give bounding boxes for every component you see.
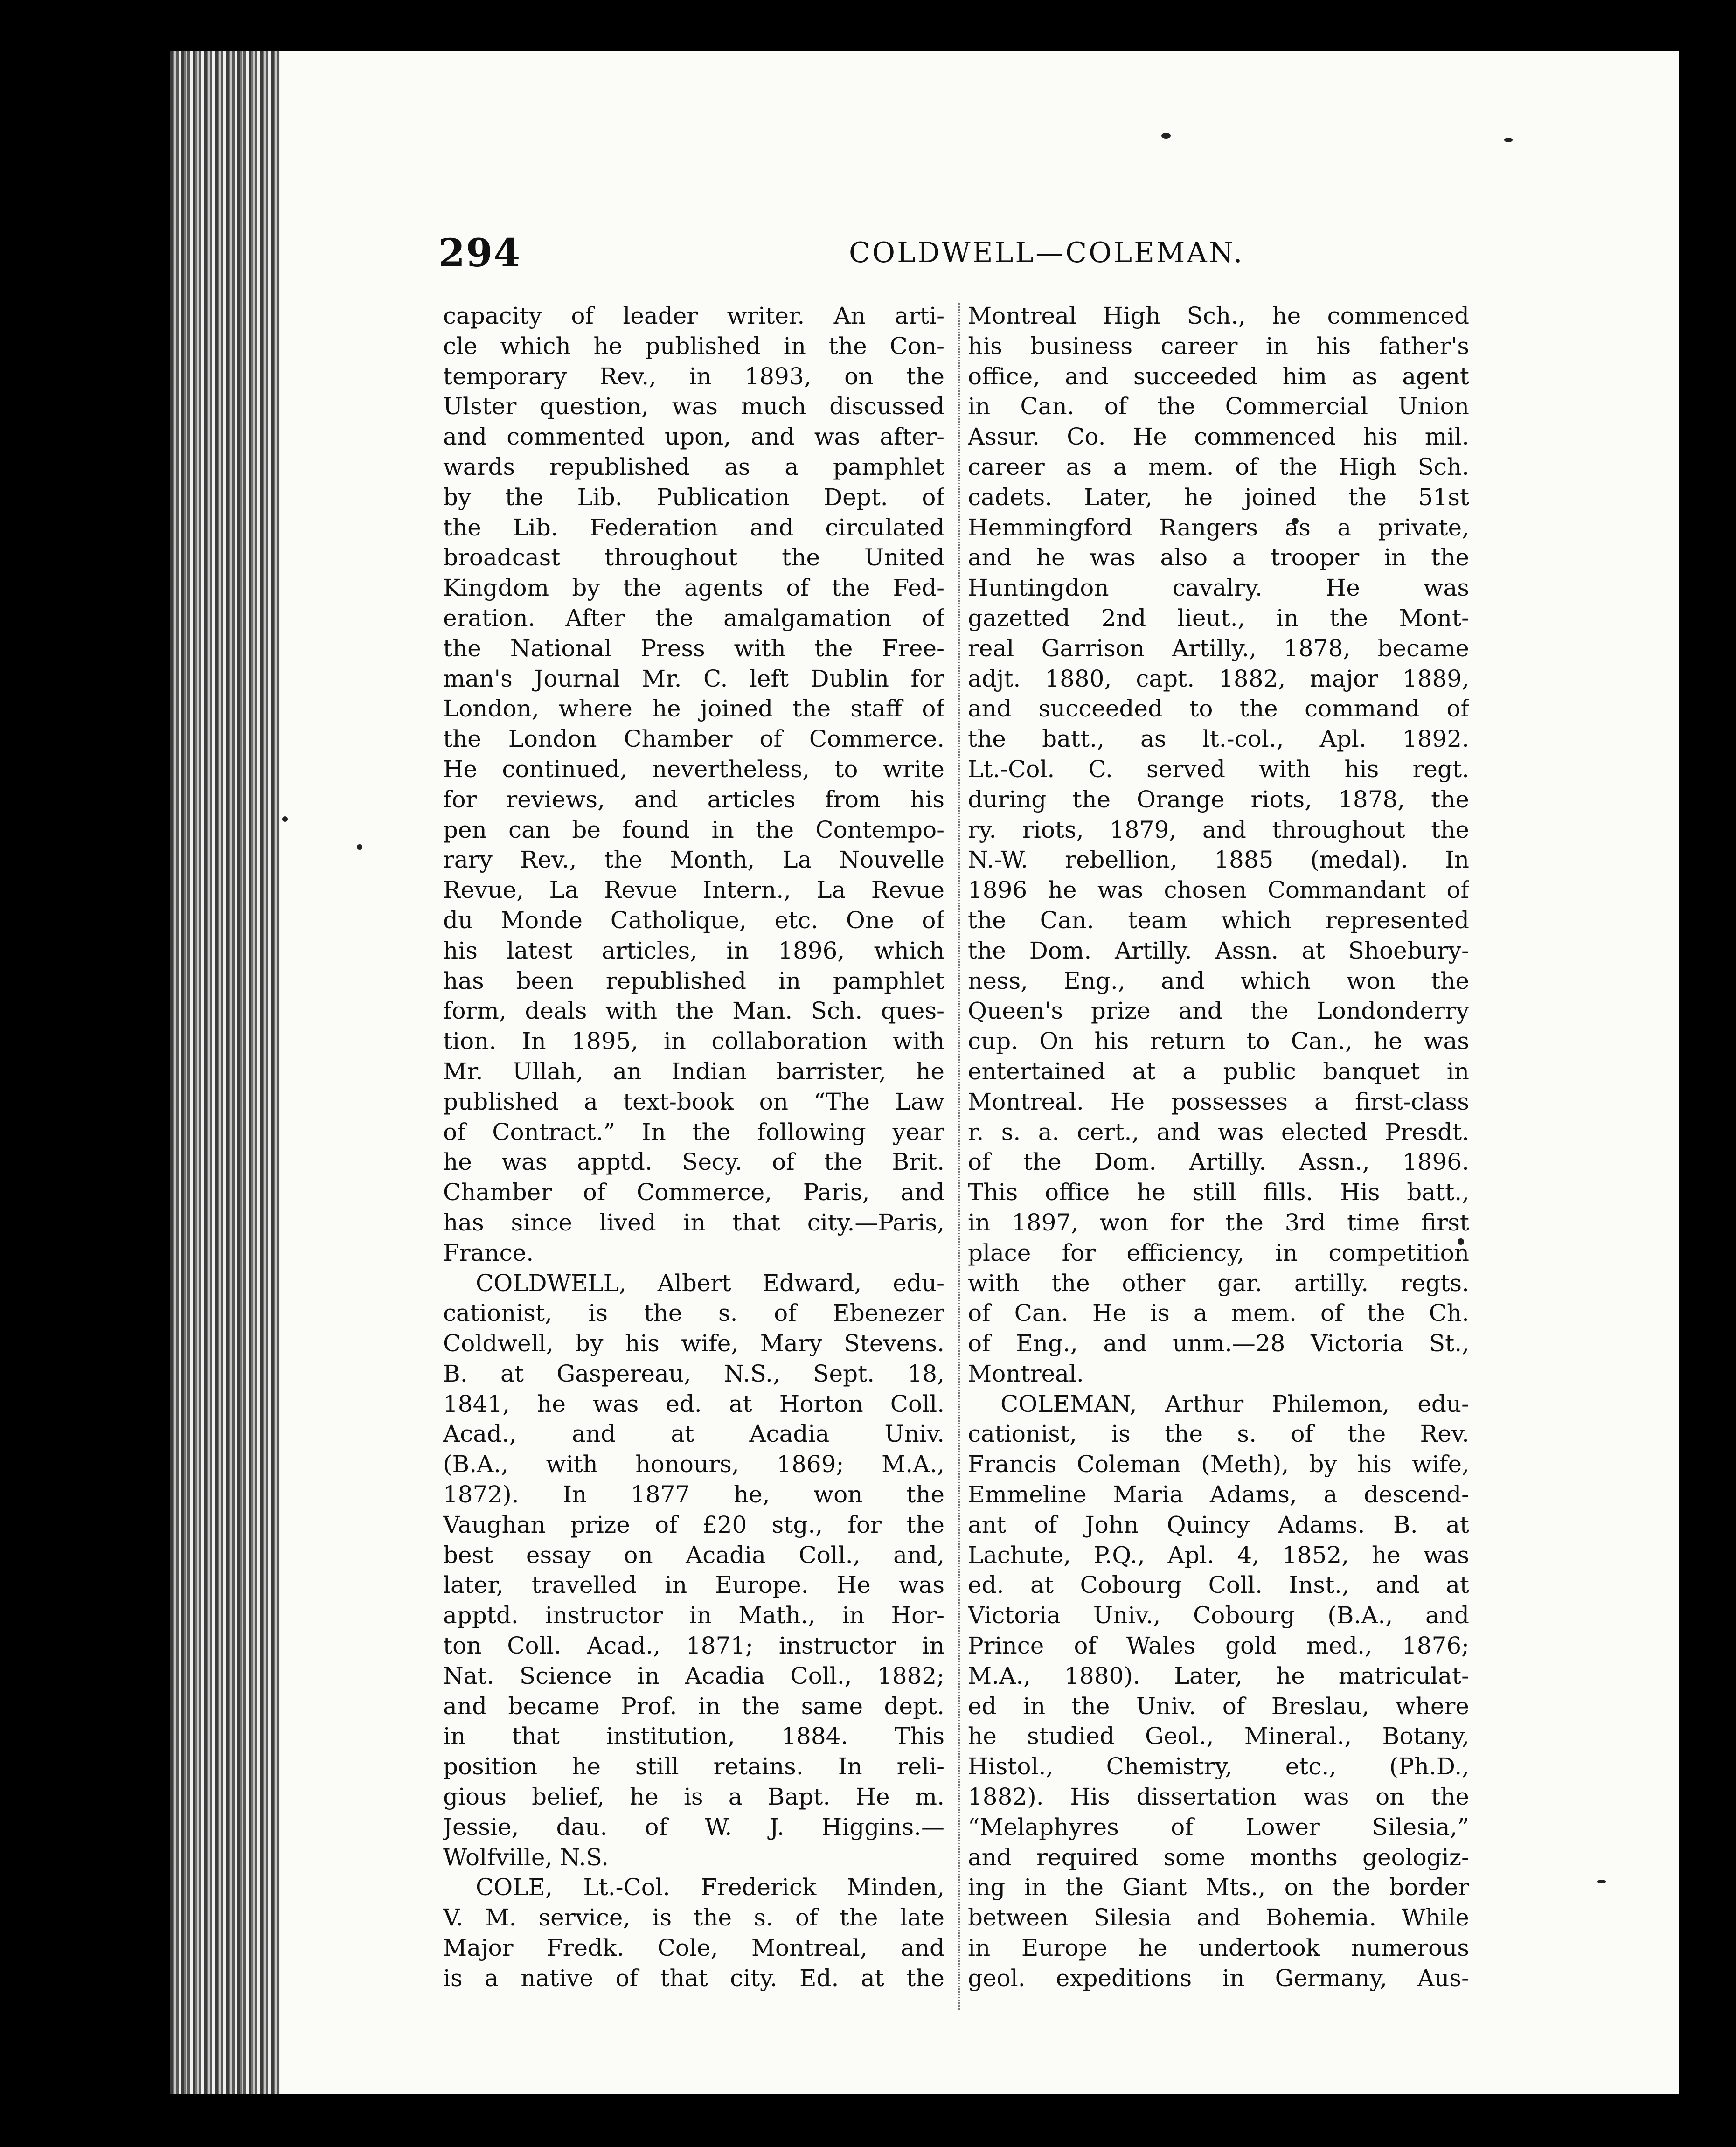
text-line: Assur. Co. He commenced his mil. <box>968 423 1469 451</box>
column-divider <box>958 303 961 2010</box>
text-line: the Can. team which represented <box>968 906 1469 934</box>
text-line: pen can be found in the Contempo- <box>443 816 944 843</box>
text-line: Huntingdon cavalry. He was <box>968 574 1469 602</box>
text-line: of the Dom. Artilly. Assn., 1896. <box>968 1148 1469 1176</box>
page-header <box>438 231 1493 282</box>
text-line: in Can. of the Commercial Union <box>968 393 1469 420</box>
book-spine-shadow <box>170 51 280 2094</box>
text-line: He continued, nevertheless, to write <box>443 755 944 783</box>
text-line: for reviews, and articles from his <box>443 785 944 813</box>
text-line: cadets. Later, he joined the 51st <box>968 483 1469 511</box>
text-line: best essay on Acadia Coll., and, <box>443 1541 944 1569</box>
text-line: r. s. a. cert., and was elected Presdt. <box>968 1118 1469 1146</box>
text-line: between Silesia and Bohemia. While <box>968 1904 1469 1932</box>
text-line: ry. riots, 1879, and throughout the <box>968 816 1469 843</box>
text-line: Major Fredk. Cole, Montreal, and <box>443 1934 944 1962</box>
text-line: place for efficiency, in competition <box>968 1239 1469 1266</box>
text-line: apptd. instructor in Math., in Hor- <box>443 1602 944 1629</box>
text-line: COLE, Lt.-Col. Frederick Minden, <box>476 1874 944 1901</box>
text-line: cup. On his return to Can., he was <box>968 1028 1469 1055</box>
text-line: tion. In 1895, in collaboration with <box>443 1028 944 1055</box>
text-line: position he still retains. In reli- <box>443 1753 944 1780</box>
text-line: cationist, is the s. of the Rev. <box>968 1420 1469 1448</box>
text-line: his business career in his father's <box>968 332 1469 360</box>
text-line: published a text-book on “The Law <box>443 1088 944 1115</box>
ink-speck <box>357 844 362 850</box>
text-line: 1841, he was ed. at Horton Coll. <box>443 1390 944 1417</box>
text-line: 1896 he was chosen Commandant of <box>968 876 1469 904</box>
text-line: Histol., Chemistry, etc., (Ph.D., <box>968 1753 1469 1780</box>
page-number: 294 <box>438 231 521 276</box>
text-line: in that institution, 1884. This <box>443 1723 944 1750</box>
text-line: du Monde Catholique, etc. One of <box>443 906 944 934</box>
text-line: man's Journal Mr. C. left Dublin for <box>443 665 944 692</box>
text-line: Mr. Ullah, an Indian barrister, he <box>443 1057 944 1085</box>
text-line: gazetted 2nd lieut., in the Mont- <box>968 604 1469 632</box>
text-line: the Lib. Federation and circulated <box>443 514 944 541</box>
text-line: and succeeded to the command of <box>968 695 1469 723</box>
text-line: the batt., as lt.-col., Apl. 1892. <box>968 725 1469 753</box>
text-line: adjt. 1880, capt. 1882, major 1889, <box>968 665 1469 692</box>
text-line: he was apptd. Secy. of the Brit. <box>443 1148 944 1176</box>
text-line: he studied Geol., Mineral., Botany, <box>968 1723 1469 1750</box>
text-line: Revue, La Revue Intern., La Revue <box>443 876 944 904</box>
text-line: has been republished in pamphlet <box>443 967 944 994</box>
text-line: This office he still fills. His batt., <box>968 1179 1469 1206</box>
text-line: Montreal. He possesses a first-class <box>968 1088 1469 1115</box>
text-line: cle which he published in the Con- <box>443 332 944 360</box>
text-line: entertained at a public banquet in <box>968 1057 1469 1085</box>
ink-speck <box>1597 1880 1606 1883</box>
text-line: and became Prof. in the same dept. <box>443 1692 944 1720</box>
ink-speck <box>1504 138 1513 142</box>
text-line: Queen's prize and the Londonderry <box>968 997 1469 1025</box>
text-line: Kingdom by the agents of the Fed- <box>443 574 944 602</box>
text-line: wards republished as a pamphlet <box>443 453 944 480</box>
text-line: Hemmingford Rangers as a private, <box>968 514 1469 541</box>
text-line: Prince of Wales gold med., 1876; <box>968 1632 1469 1660</box>
text-line: ant of John Quincy Adams. B. at <box>968 1511 1469 1538</box>
text-line: geol. expeditions in Germany, Aus- <box>968 1964 1469 1992</box>
text-line: of Eng., and unm.—28 Victoria St., <box>968 1330 1469 1357</box>
text-line: of Can. He is a mem. of the Ch. <box>968 1299 1469 1327</box>
left-column <box>443 301 944 1994</box>
text-line: 1882). His dissertation was on the <box>968 1783 1469 1811</box>
text-line: Francis Coleman (Meth), by his wife, <box>968 1451 1469 1478</box>
text-line: capacity of leader writer. An arti- <box>443 302 944 329</box>
text-line: M.A., 1880). Later, he matriculat- <box>968 1662 1469 1689</box>
text-line: and required some months geologiz- <box>968 1843 1469 1871</box>
text-line: temporary Rev., in 1893, on the <box>443 362 944 390</box>
text-line: career as a mem. of the High Sch. <box>968 453 1469 480</box>
text-line: N.-W. rebellion, 1885 (medal). In <box>968 846 1469 874</box>
text-line: COLEMAN, Arthur Philemon, edu- <box>1000 1390 1469 1417</box>
text-line: with the other gar. artilly. regts. <box>968 1269 1469 1297</box>
running-head: COLDWELL—COLEMAN. <box>849 236 1244 269</box>
text-line: B. at Gaspereau, N.S., Sept. 18, <box>443 1360 944 1387</box>
text-line: gious belief, he is a Bapt. He m. <box>443 1783 944 1811</box>
text-line: of Contract.” In the following year <box>443 1118 944 1146</box>
text-line: “Melaphyres of Lower Silesia,” <box>968 1813 1469 1841</box>
text-line: 1872). In 1877 he, won the <box>443 1481 944 1508</box>
text-line: Nat. Science in Acadia Coll., 1882; <box>443 1662 944 1689</box>
text-line: Lachute, P.Q., Apl. 4, 1852, he was <box>968 1541 1469 1569</box>
text-line: Vaughan prize of £20 stg., for the <box>443 1511 944 1538</box>
text-line: in Europe he undertook numerous <box>968 1934 1469 1962</box>
text-line: France. <box>443 1239 534 1266</box>
text-line: and he was also a trooper in the <box>968 544 1469 571</box>
text-line: has since lived in that city.—Paris, <box>443 1209 944 1236</box>
text-line: Jessie, dau. of W. J. Higgins.— <box>443 1813 944 1841</box>
text-line: form, deals with the Man. Sch. ques- <box>443 997 944 1025</box>
text-line: ness, Eng., and which won the <box>968 967 1469 994</box>
text-line: cationist, is the s. of Ebenezer <box>443 1299 944 1327</box>
text-line: broadcast throughout the United <box>443 544 944 571</box>
text-line: real Garrison Artilly., 1878, became <box>968 634 1469 662</box>
right-column <box>968 301 1469 1994</box>
text-line: Acad., and at Acadia Univ. <box>443 1420 944 1448</box>
text-line: Lt.-Col. C. served with his regt. <box>968 755 1469 783</box>
text-line: the National Press with the Free- <box>443 634 944 662</box>
text-line: ed in the Univ. of Breslau, where <box>968 1692 1469 1720</box>
text-line: Chamber of Commerce, Paris, and <box>443 1179 944 1206</box>
text-line: by the Lib. Publication Dept. of <box>443 483 944 511</box>
text-line: and commented upon, and was after- <box>443 423 944 451</box>
text-line: ing in the Giant Mts., on the border <box>968 1874 1469 1901</box>
text-line: the Dom. Artilly. Assn. at Shoebury- <box>968 937 1469 964</box>
text-line: during the Orange riots, 1878, the <box>968 785 1469 813</box>
ink-speck <box>1161 133 1171 139</box>
text-line: Ulster question, was much discussed <box>443 393 944 420</box>
text-line: in 1897, won for the 3rd time first <box>968 1209 1469 1236</box>
text-line: (B.A., with honours, 1869; M.A., <box>443 1451 944 1478</box>
text-line: later, travelled in Europe. He was <box>443 1571 944 1599</box>
text-line: Wolfville, N.S. <box>443 1843 609 1871</box>
text-line: his latest articles, in 1896, which <box>443 937 944 964</box>
text-line: ed. at Cobourg Coll. Inst., and at <box>968 1571 1469 1599</box>
scanned-page <box>170 51 1679 2094</box>
text-line: Victoria Univ., Cobourg (B.A., and <box>968 1602 1469 1629</box>
text-line: V. M. service, is the s. of the late <box>443 1904 944 1932</box>
text-line: eration. After the amalgamation of <box>443 604 944 632</box>
text-line: Coldwell, by his wife, Mary Stevens. <box>443 1330 944 1357</box>
text-line: ton Coll. Acad., 1871; instructor in <box>443 1632 944 1660</box>
text-line: the London Chamber of Commerce. <box>443 725 944 753</box>
text-line: Emmeline Maria Adams, a descend- <box>968 1481 1469 1508</box>
text-line: COLDWELL, Albert Edward, edu- <box>476 1269 944 1297</box>
text-line: Montreal High Sch., he commenced <box>968 302 1469 329</box>
text-line: rary Rev., the Month, La Nouvelle <box>443 846 944 874</box>
ink-speck <box>282 816 288 822</box>
text-line: office, and succeeded him as agent <box>968 362 1469 390</box>
text-line: is a native of that city. Ed. at the <box>443 1964 944 1992</box>
text-line: London, where he joined the staff of <box>443 695 944 723</box>
text-line: Montreal. <box>968 1360 1084 1387</box>
